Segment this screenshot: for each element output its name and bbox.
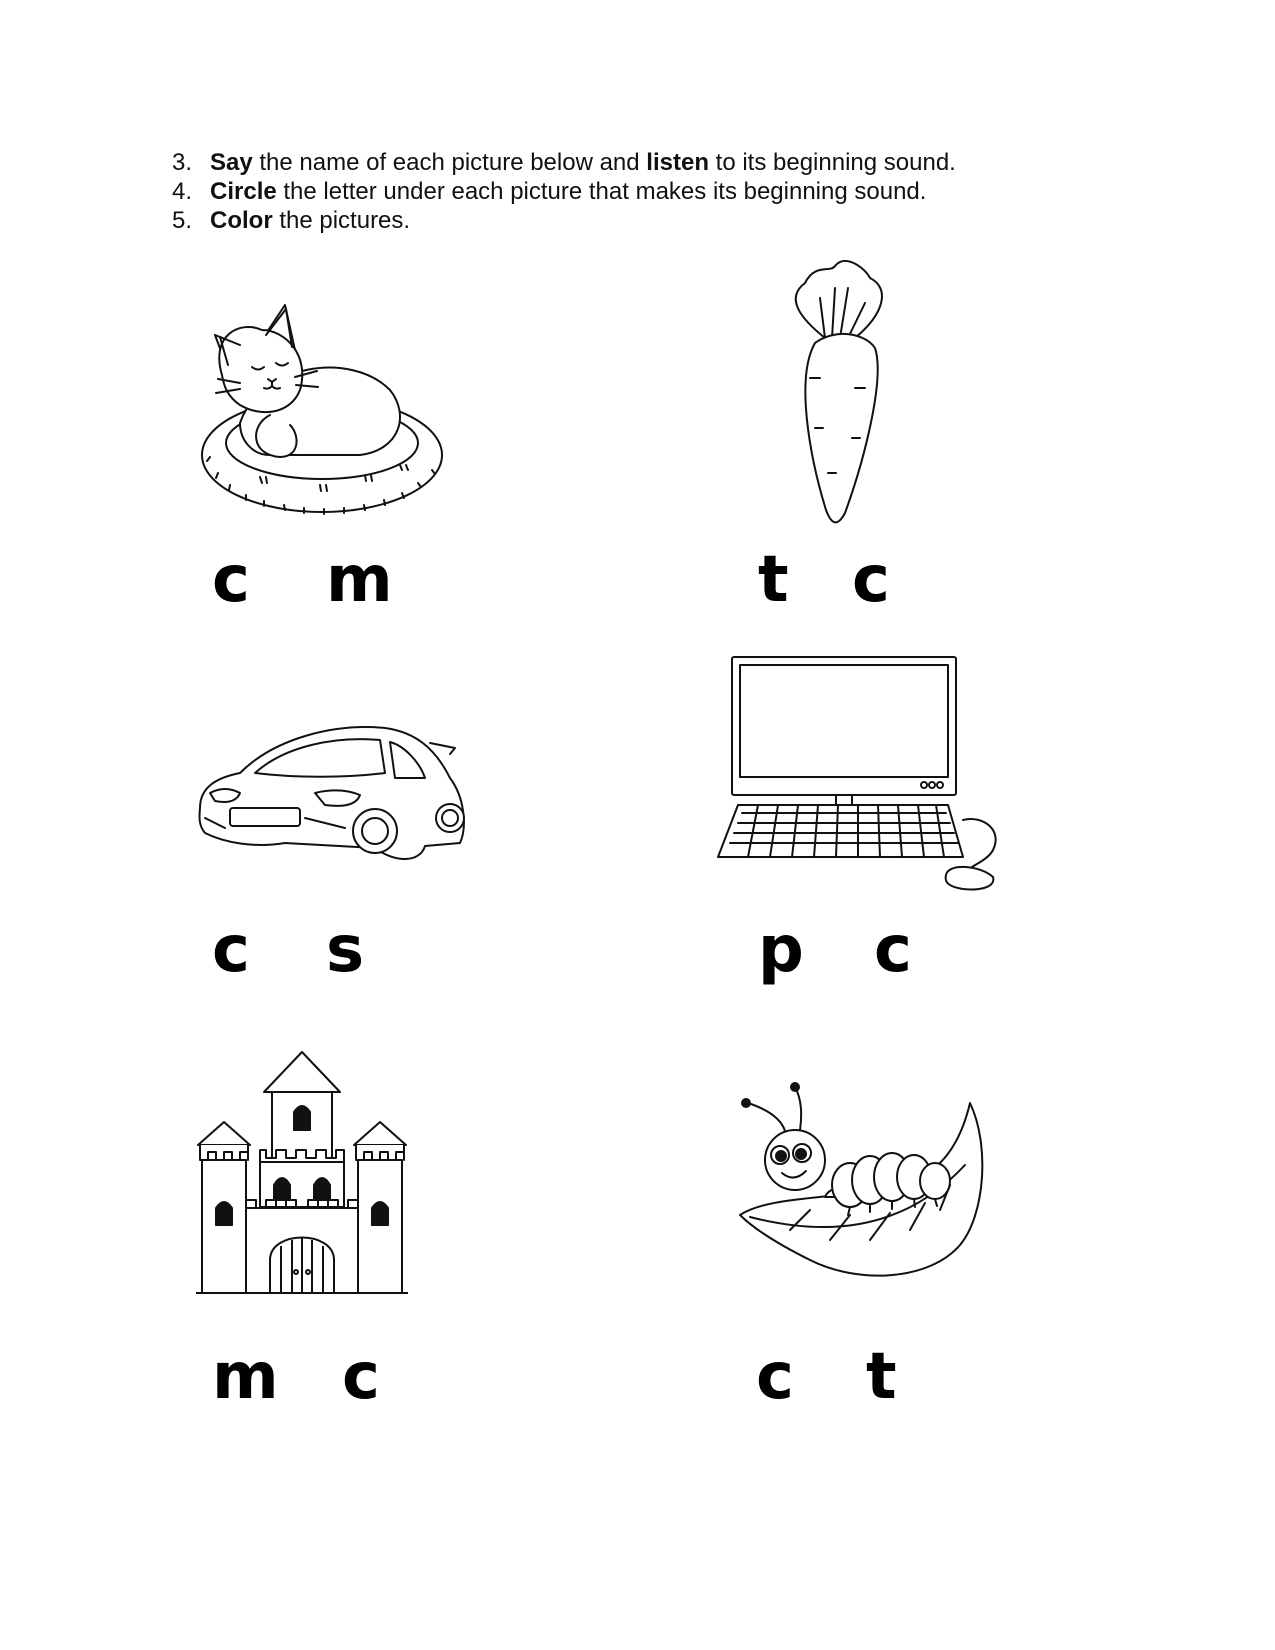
letter-option[interactable]: t xyxy=(758,543,789,617)
instruction-verb: listen xyxy=(646,149,709,176)
computer-icon xyxy=(718,655,1003,895)
instruction-5 xyxy=(172,206,956,235)
instruction-text: to its beginning sound. xyxy=(708,149,956,176)
letter-option[interactable]: c xyxy=(342,1340,380,1414)
letter-option[interactable]: c xyxy=(874,913,912,987)
instruction-text: the name of each picture below and xyxy=(252,149,647,176)
instruction-verb: Circle xyxy=(210,178,277,205)
instruction-number: 4. xyxy=(172,178,193,205)
letter-option[interactable]: m xyxy=(326,543,393,617)
letter-option[interactable]: c xyxy=(756,1340,794,1414)
castle-icon xyxy=(196,1050,408,1295)
instructions xyxy=(172,148,956,235)
carrot-icon xyxy=(790,258,890,523)
cat-icon xyxy=(200,305,450,520)
instruction-number: 3. xyxy=(172,149,193,176)
instruction-4 xyxy=(172,177,956,206)
instruction-text: the pictures. xyxy=(272,207,411,234)
caterpillar-icon xyxy=(740,1085,985,1285)
instruction-verb: Say xyxy=(210,149,253,176)
letter-option[interactable]: s xyxy=(326,913,365,987)
instruction-verb: Color xyxy=(210,207,273,234)
letter-option[interactable]: c xyxy=(852,543,890,617)
instruction-text: the letter under each picture that makes its beginning sound. xyxy=(276,178,927,205)
letter-option[interactable]: t xyxy=(866,1340,897,1414)
letter-option[interactable]: m xyxy=(212,1340,279,1414)
letter-option[interactable]: p xyxy=(758,913,804,987)
letter-option[interactable]: c xyxy=(212,913,250,987)
instruction-3 xyxy=(172,148,956,177)
car-icon xyxy=(195,718,467,866)
letter-option[interactable]: c xyxy=(212,543,250,617)
instruction-number: 5. xyxy=(172,207,193,234)
